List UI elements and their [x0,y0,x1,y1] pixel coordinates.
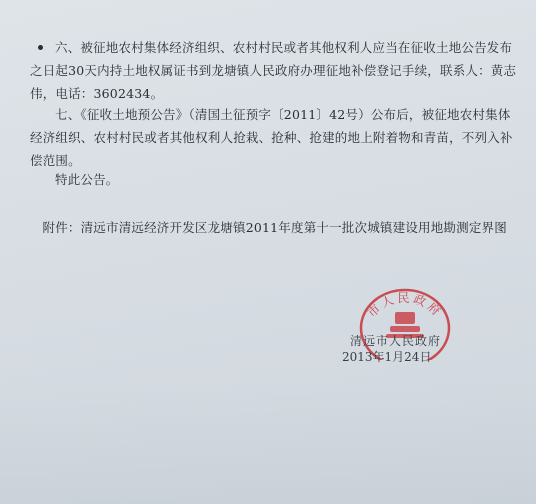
official-seal-area [330,280,480,390]
seal-text: 市人民政府 [364,291,446,321]
notice-paragraph-7: 七、《征收土地预公告》（清国土征预字〔2011〕42号）公布后，被征地农村集体经济组织、农村村民或者其他权利人抢栽、抢种、抢建的地上附着物和青苗，不列入补偿范围。 [30,107,513,168]
notice-paragraph-6: 六、被征地农村集体经济组织、农村村民或者其他权利人应当在征收土地公告发布之日起30天内持土地权属证书到龙塘镇人民政府办理征地补偿登记手续，联系人：黄志伟，电话：3602434。 [30,40,517,101]
notice-attachment: 附件：清远市清远经济开发区龙塘镇2011年度第十一批次城镇建设用地勘测定界图 [42,220,507,235]
date-line: 2013年1月24日 [342,350,432,364]
signature-line: 清远市人民政府 [350,334,442,348]
notice-closing: 特此公告。 [55,172,119,187]
